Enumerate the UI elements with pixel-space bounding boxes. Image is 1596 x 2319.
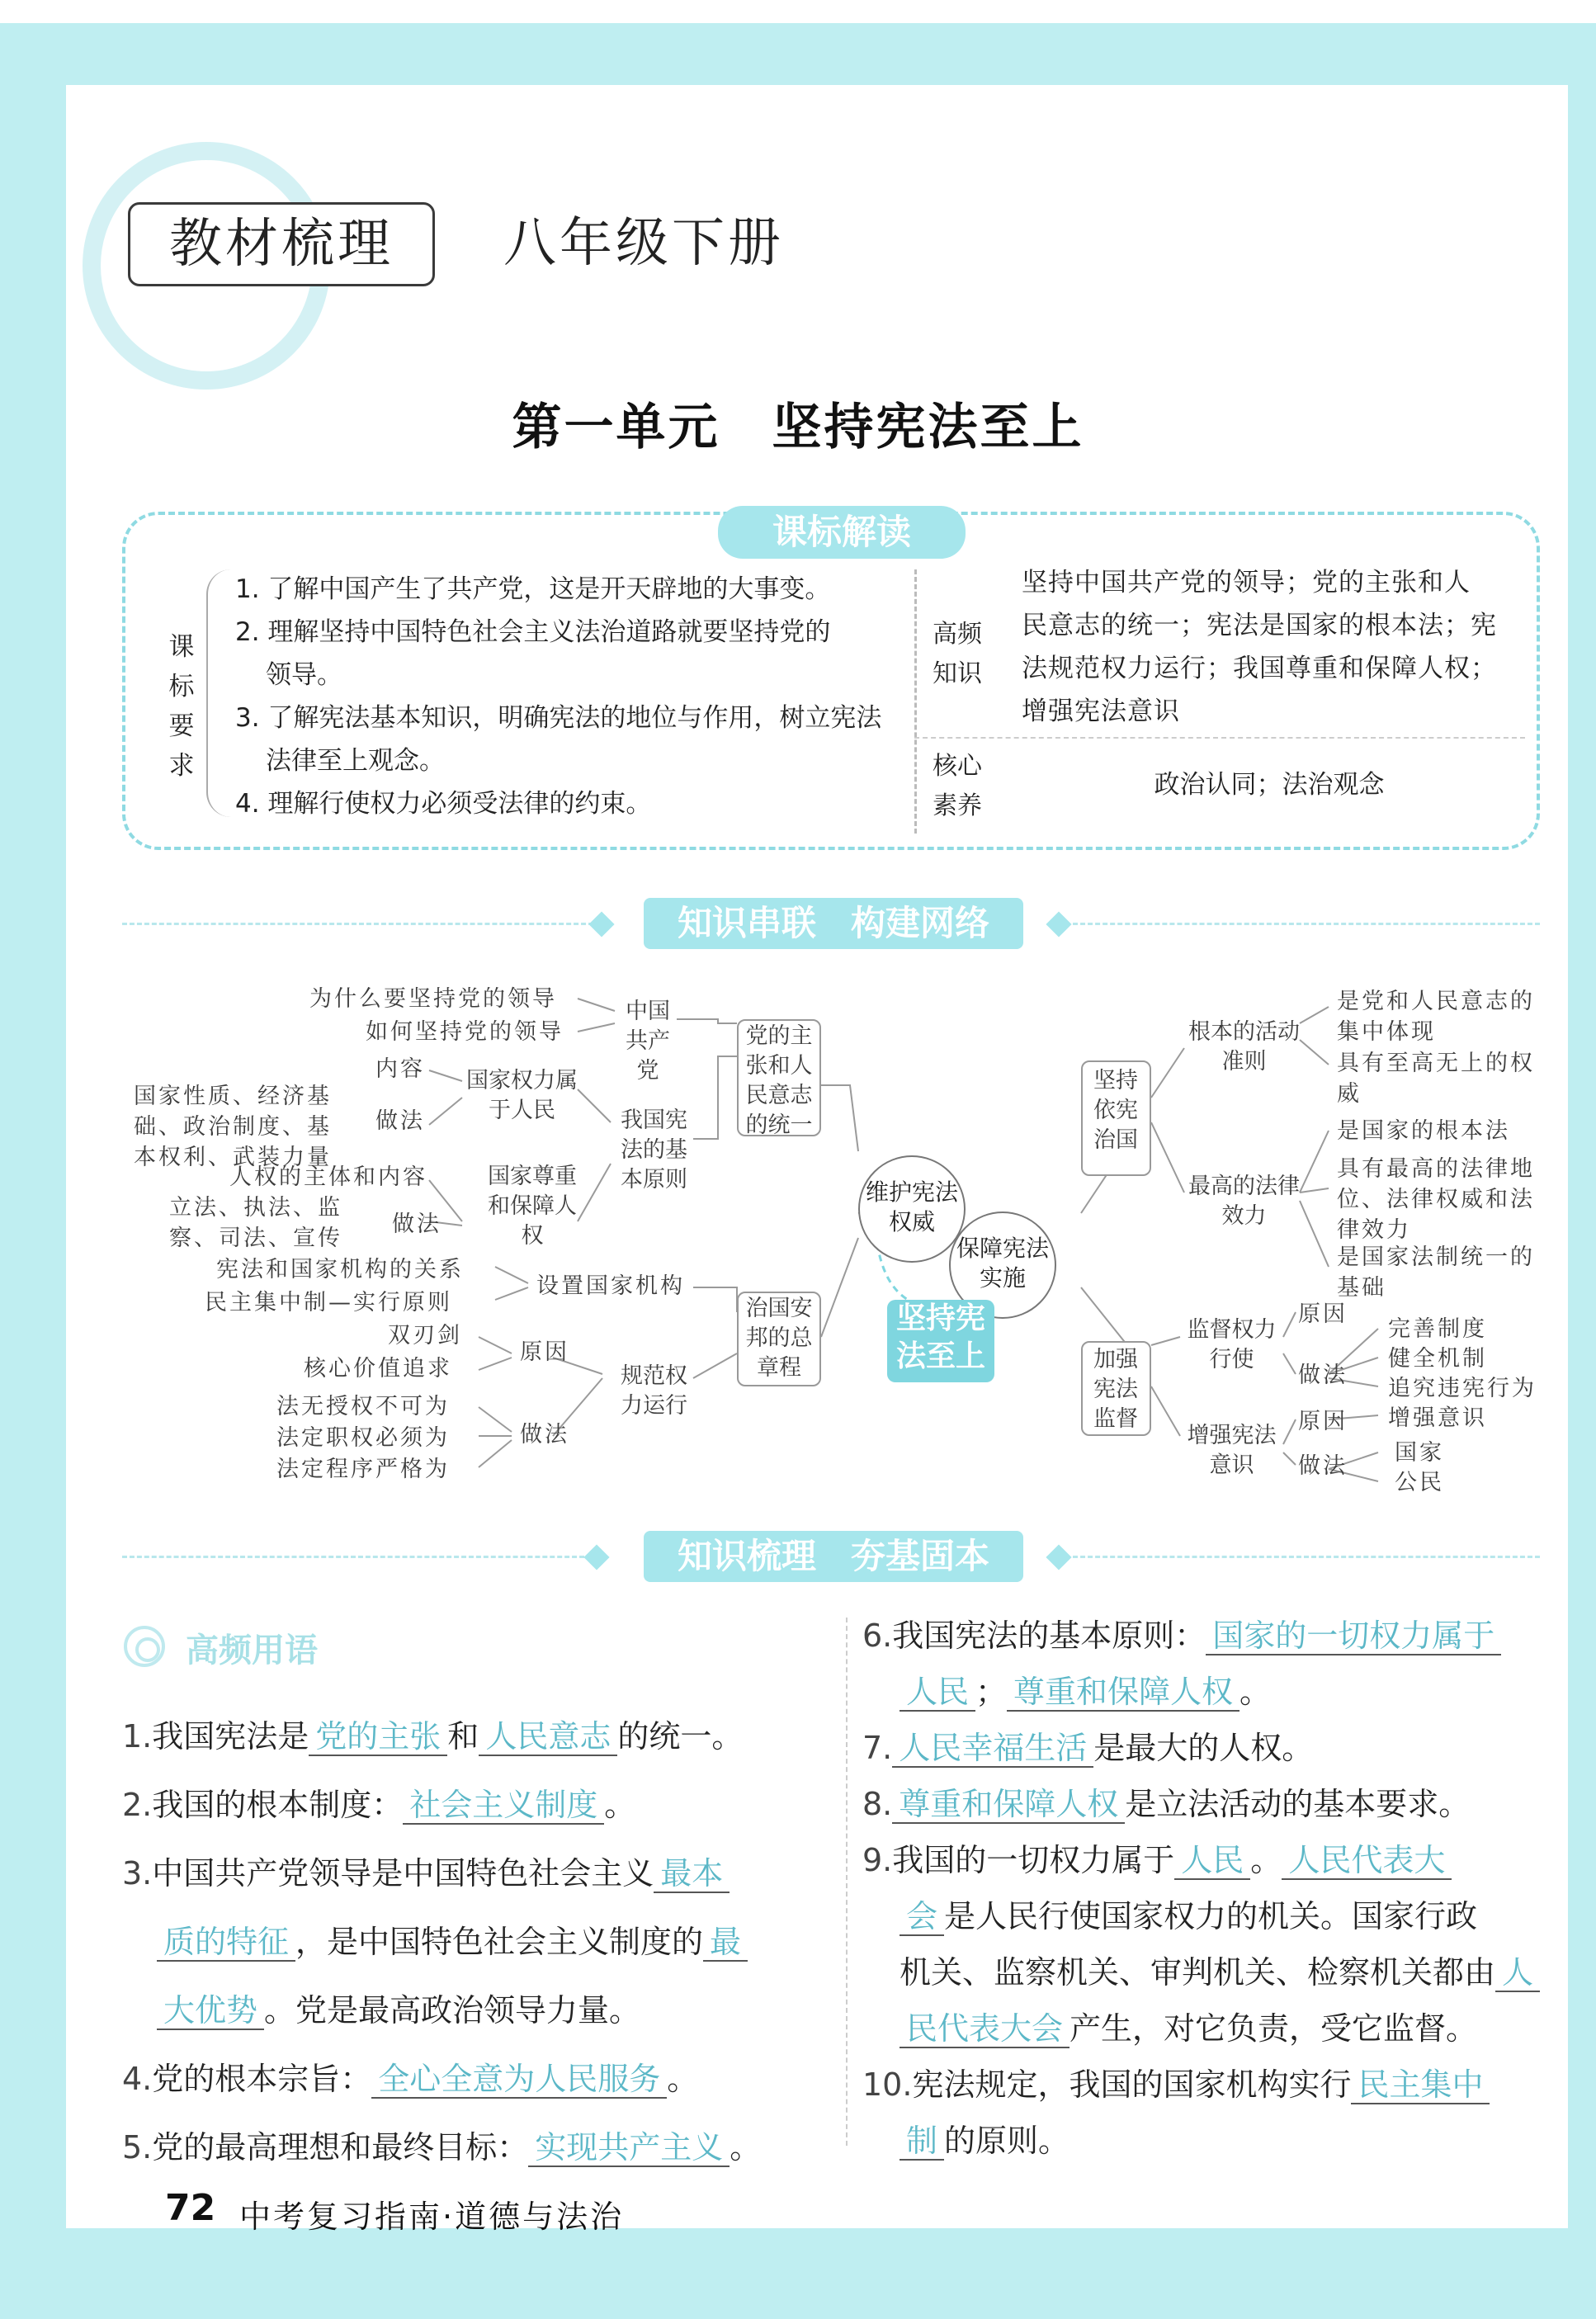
- item-number: 3.: [122, 1855, 153, 1892]
- answer-blank: 大优势: [157, 1992, 264, 2030]
- answer-blank: 最本: [654, 1855, 730, 1893]
- item-number: 2.: [122, 1787, 153, 1823]
- mm-leaf: 增强意识: [1388, 1405, 1487, 1431]
- book-title: 中考复习指南·道德与法治: [239, 2199, 625, 2235]
- question-text: 中国共产党领导是中国特色社会主义: [152, 1855, 654, 1892]
- fill-line: [157, 1915, 748, 1968]
- question-text: 的原则。: [944, 2123, 1070, 2159]
- answer-blank: 人民代表大: [1282, 1842, 1452, 1880]
- fill-line: [900, 1665, 1271, 1718]
- fill-line: [900, 2002, 1477, 2055]
- hf-line: 法规范权力运行；我国尊重和保障人权；: [1022, 654, 1497, 683]
- grade-title: 八年级下册: [503, 213, 784, 274]
- mm-leaf: 如何坚持党的领导: [366, 1019, 564, 1045]
- answer-blank: 制: [900, 2123, 944, 2161]
- fill-line: [122, 1710, 743, 1763]
- answer-blank: 国家的一切权力属于: [1206, 1618, 1501, 1655]
- question-text: 是立法活动的基本要求。: [1125, 1786, 1471, 1822]
- question-text: 。: [604, 1787, 636, 1823]
- question-text: 。: [1239, 1674, 1272, 1710]
- mm-leaf: 内容: [375, 1056, 425, 1082]
- mm-leaf: 健全机制: [1388, 1346, 1487, 1372]
- mm-node-text: 加强宪法监督: [1093, 1347, 1138, 1432]
- mm-leaf: 国家: [1395, 1440, 1444, 1466]
- fill-line: [122, 1847, 730, 1900]
- answer-blank: 尊重和保障人权: [892, 1786, 1125, 1824]
- requirement-4: 4. 理解行使权力必须受法律的约束。: [235, 789, 652, 819]
- standards-req-label: 课标要求: [168, 632, 195, 781]
- requirement-3: 3. 了解宪法基本知识，明确宪法的地位与作用，树立宪法: [235, 703, 882, 733]
- mm-sub: 做法: [520, 1422, 569, 1448]
- mm-node-text: 党的主张和人民意志的统一: [745, 1023, 813, 1138]
- mm-leaf: 法定程序严格为: [276, 1457, 450, 1482]
- answer-blank: 人民幸福生活: [892, 1730, 1093, 1768]
- mm-leaf: 做法: [392, 1211, 441, 1237]
- mm-leaf: 具有至高无上的权威: [1337, 1051, 1535, 1107]
- answer-blank: 民代表大会: [900, 2010, 1070, 2048]
- mm-branch: 最高的法律效力: [1188, 1174, 1300, 1229]
- question-text: 我国宪法的基本原则：: [892, 1618, 1206, 1654]
- mm-node-text: 治国安邦的总章程: [745, 1296, 813, 1381]
- fill-line: [122, 2052, 698, 2105]
- question-text: 和: [447, 1718, 479, 1755]
- mm-leaf: 法无授权不可为: [276, 1394, 450, 1419]
- question-text: 是人民行使国家权力的机关。国家行政: [944, 1898, 1478, 1934]
- network-banner: 知识串联 构建网络: [644, 898, 1023, 949]
- item-number: 1.: [122, 1718, 153, 1755]
- mm-leaf: 完善制度: [1388, 1316, 1487, 1342]
- core-literacy-content: 政治认同；法治观念: [1154, 770, 1385, 800]
- mm-sub: 原因: [520, 1339, 569, 1365]
- unit-title: 第一单元 坚持宪法至上: [512, 399, 1084, 456]
- mm-branch: 根本的活动准则: [1188, 1019, 1300, 1074]
- question-text: ，是中国特色社会主义制度的: [295, 1924, 704, 1960]
- fill-line: [862, 1722, 1313, 1774]
- question-text: 宪法规定，我国的国家机构实行: [912, 2066, 1352, 2103]
- fill-line: [122, 2121, 761, 2174]
- item-number: 10.: [862, 2066, 913, 2103]
- question-text: 。: [1250, 1842, 1282, 1878]
- fill-line: [862, 1834, 1452, 1887]
- fill-line: [122, 1778, 635, 1831]
- mm-leaf: 人权的主体和内容: [229, 1164, 427, 1190]
- mm-leaf: 为什么要坚持党的领导: [309, 986, 557, 1012]
- hub-left-text: 维护宪法权威: [865, 1178, 958, 1235]
- question-text: 我国宪法是: [152, 1718, 309, 1755]
- hf-line: 民意志的统一；宪法是国家的根本法；宪: [1022, 611, 1497, 640]
- mm-branch: 监督权力行使: [1187, 1317, 1277, 1372]
- question-text: 。: [730, 2129, 762, 2166]
- mm-sub: 做法: [1298, 1363, 1348, 1388]
- item-number: 6.: [862, 1618, 893, 1654]
- section-tag-text: 教材梳理: [169, 214, 394, 275]
- question-text: 机关、监察机关、审判机关、检察机关都由: [900, 1954, 1496, 1991]
- hf-line: 坚持中国共产党的领导；党的主张和人: [1022, 568, 1471, 597]
- mm-branch: 规范权力运行: [621, 1363, 687, 1419]
- mm-leaf: 具有最高的法律地位、法律权威和法律效力: [1337, 1156, 1535, 1243]
- fill-line: [862, 1778, 1470, 1830]
- mm-leaf: 是国家的根本法: [1337, 1118, 1510, 1144]
- question-text: 我国的一切权力属于: [892, 1842, 1175, 1878]
- hub-right-text: 保障宪法实施: [956, 1235, 1049, 1292]
- item-number: 7.: [862, 1730, 893, 1766]
- column-divider: [846, 1618, 848, 2146]
- hf-terms-title: [128, 1624, 318, 1671]
- section-line-left: [122, 1556, 584, 1558]
- page-border-bottom: [0, 2228, 1596, 2319]
- page-number: 72: [165, 2187, 216, 2229]
- fill-line: [157, 1984, 640, 2037]
- mm-sub: 原因: [1298, 1301, 1348, 1327]
- answer-blank: 社会主义制度: [403, 1787, 604, 1825]
- hf-knowledge-label: 高频知识: [933, 620, 982, 688]
- answer-blank: 尊重和保障人权: [1007, 1674, 1239, 1712]
- mm-leaf: 是国家法制统一的基础: [1337, 1245, 1535, 1301]
- requirement-2: 2. 理解坚持中国特色社会主义法治道路就要坚持党的: [235, 617, 831, 647]
- hub-maintain-authority: [858, 1155, 966, 1263]
- answer-blank: 质的特征: [157, 1924, 295, 1962]
- mm-leaf: 民主集中制—实行原则: [205, 1290, 452, 1315]
- mm-leaf: 核心价值追求: [304, 1356, 452, 1381]
- hf-terms-title-text: 高频用语: [186, 1632, 318, 1670]
- mm-leaf: 立法、执法、监察、司法、宣传: [169, 1195, 342, 1251]
- mm-leaf: 公民: [1395, 1470, 1444, 1495]
- item-number: 8.: [862, 1786, 893, 1822]
- answer-blank: 人民: [1174, 1842, 1250, 1880]
- mm-leaf: 双刃剑: [388, 1323, 462, 1348]
- answer-blank: 民主集中: [1351, 2066, 1490, 2104]
- answer-blank: 会: [900, 1898, 944, 1936]
- mm-leaf: 是党和人民意志的集中体现: [1337, 989, 1535, 1045]
- mindmap-center: 坚持宪法至上: [887, 1300, 994, 1382]
- item-number: 9.: [862, 1842, 893, 1878]
- question-text: 我国的根本制度：: [152, 1787, 404, 1823]
- item-number: 5.: [122, 2129, 153, 2166]
- fill-line: [862, 1609, 1501, 1662]
- answer-blank: 党的主张: [309, 1718, 447, 1756]
- question-text: 产生，对它负责，受它监督。: [1070, 2010, 1478, 2047]
- mm-branch: 中国共产党: [626, 999, 670, 1084]
- mm-sub: 做法: [1298, 1453, 1348, 1479]
- fill-line: [900, 2114, 1070, 2167]
- hf-line: 增强宪法意识: [1022, 697, 1180, 726]
- standards-banner: 课标解读: [718, 506, 966, 559]
- question-text: 是最大的人权。: [1093, 1730, 1314, 1766]
- requirement-3-cont: 法律至上观念。: [266, 746, 445, 776]
- question-text: 。: [667, 2061, 699, 2097]
- requirement-1: 1. 了解中国产生了共产党，这是开天辟地的大事变。: [235, 574, 831, 604]
- requirement-2-cont: 领导。: [266, 660, 342, 690]
- mm-leaf: 法定职权必须为: [276, 1425, 450, 1451]
- mm-node-text: 坚持依宪治国: [1093, 1068, 1138, 1153]
- question-text: 党的最高理想和最终目标：: [152, 2129, 529, 2166]
- section-line-right: [1073, 1556, 1540, 1558]
- answer-blank: 最: [703, 1924, 748, 1962]
- answer-blank: 人: [1495, 1954, 1540, 1992]
- answer-blank: 人民意志: [479, 1718, 617, 1756]
- mm-branch: 国家尊重和保障人权: [488, 1164, 577, 1249]
- review-banner: 知识梳理 夯基固本: [644, 1531, 1023, 1582]
- fill-line: [862, 2058, 1490, 2111]
- mm-leaf: 追究违宪行为: [1388, 1376, 1537, 1401]
- mm-branch: 增强宪法意识: [1187, 1423, 1277, 1478]
- mm-leaf: 宪法和国家机构的关系: [216, 1257, 464, 1282]
- question-text: 。党是最高政治领导力量。: [264, 1992, 641, 2029]
- mm-branch: 我国宪法的基本原则: [621, 1108, 687, 1193]
- answer-blank: 人民: [900, 1674, 975, 1712]
- answer-blank: 全心全意为人民服务: [371, 2061, 667, 2099]
- question-text: 党的根本宗旨：: [152, 2061, 372, 2097]
- question-text: ；: [975, 1674, 1008, 1710]
- mm-leaf: 国家性质、经济基础、政治制度、基本权利、武装力量: [134, 1084, 332, 1170]
- mm-sub: 原因: [1298, 1409, 1348, 1434]
- mm-branch: 设置国家机构: [536, 1273, 685, 1299]
- fill-line: [900, 1890, 1477, 1943]
- core-literacy-label: 核心素养: [933, 752, 982, 820]
- item-number: 4.: [122, 2061, 153, 2097]
- mm-leaf: 做法: [375, 1108, 425, 1134]
- answer-blank: 实现共产主义: [528, 2129, 730, 2167]
- fill-line: [900, 1946, 1540, 1999]
- mm-branch: 国家权力属于人民: [466, 1068, 578, 1123]
- question-text: 的统一。: [617, 1718, 744, 1755]
